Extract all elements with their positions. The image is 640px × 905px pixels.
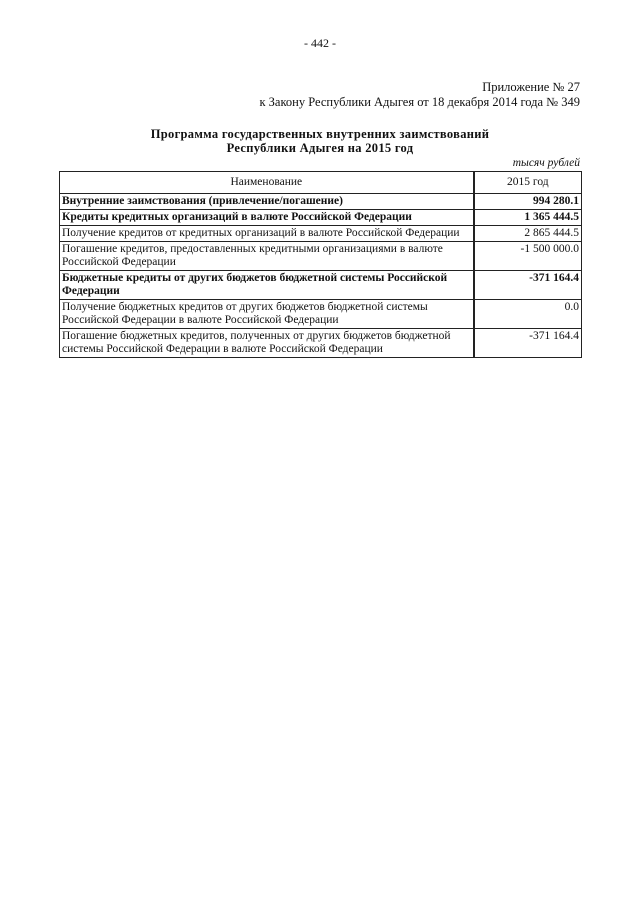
row-name: Кредиты кредитных организаций в валюте Российской Федерации xyxy=(60,210,474,226)
document-title-line1: Программа государственных внутренних заимствований xyxy=(150,127,490,141)
row-name: Получение бюджетных кредитов от других бюджетов бюджетной системы Российской Федерации в валюте Российской Федерации xyxy=(60,300,474,329)
table-row xyxy=(60,194,582,210)
page-number: - 442 - xyxy=(304,36,336,50)
header-name: Наименование xyxy=(60,172,474,194)
table-header-row xyxy=(60,172,582,194)
row-name: Погашение бюджетных кредитов, полученных от других бюджетов бюджетной системы Российской Федерации в валюте Российской Федерации xyxy=(60,329,474,358)
row-name: Получение кредитов от кредитных организаций в валюте Российской Федерации xyxy=(60,226,474,242)
row-value: 1 365 444.5 xyxy=(474,210,582,226)
row-value: -1 500 000.0 xyxy=(474,242,582,271)
document-title-line2: Республики Адыгея на 2015 год xyxy=(226,141,414,155)
appendix-law-reference: к Закону Республики Адыгея от 18 декабря 2014 года № 349 xyxy=(259,95,580,109)
table-row xyxy=(60,226,582,242)
row-name: Погашение кредитов, предоставленных кредитными организациями в валюте Российской Федерации xyxy=(60,242,474,271)
table-row xyxy=(60,271,582,300)
appendix-header xyxy=(259,80,580,110)
row-value: 994 280.1 xyxy=(474,194,582,210)
borrowings-table xyxy=(59,171,582,358)
table-row xyxy=(60,242,582,271)
row-value: -371 164.4 xyxy=(474,329,582,358)
row-name: Внутренние заимствования (привлечение/погашение) xyxy=(60,194,474,210)
appendix-number: Приложение № 27 xyxy=(482,80,580,94)
table-row xyxy=(60,329,582,358)
row-value: -371 164.4 xyxy=(474,271,582,300)
document-title xyxy=(60,127,580,155)
units-label: тысяч рублей xyxy=(512,157,580,169)
row-value: 2 865 444.5 xyxy=(474,226,582,242)
row-value: 0.0 xyxy=(474,300,582,329)
table-row xyxy=(60,210,582,226)
header-year: 2015 год xyxy=(474,172,582,194)
table-row xyxy=(60,300,582,329)
row-name: Бюджетные кредиты от других бюджетов бюджетной системы Российской Федерации xyxy=(60,271,474,300)
